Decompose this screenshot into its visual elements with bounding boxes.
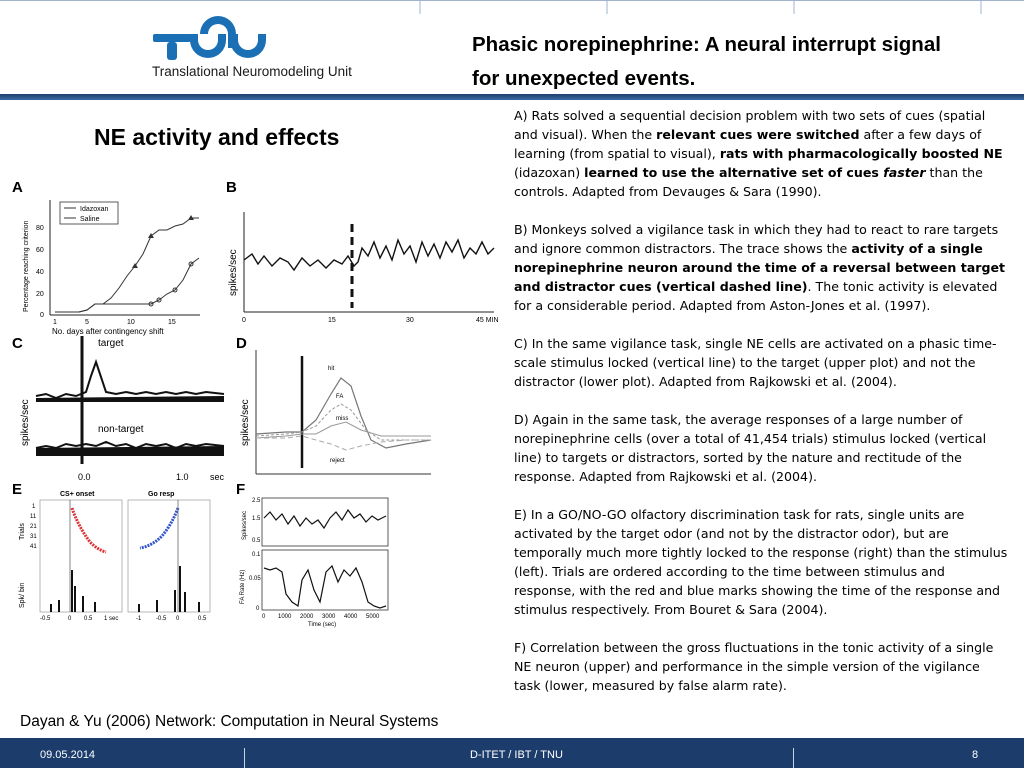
desc-b <box>514 220 1010 315</box>
footer-date: 09.05.2014 <box>40 749 96 761</box>
e-xtick-l2: 0 <box>68 616 72 622</box>
a-ytick-40: 40 <box>36 269 44 276</box>
desc-a-t1: A) Rats solved a sequential decision problem with two sets of cues (spatial and visual). When the <box>514 108 986 142</box>
a-ytick-0: 0 <box>40 312 44 319</box>
c-label-nontarget: non-target <box>98 424 144 435</box>
e-xtick-r1: -1 <box>136 616 142 622</box>
desc-a-b3: learned to use the alternative set of cues <box>584 165 884 180</box>
desc-a-t3: (idazoxan) <box>514 165 585 180</box>
desc-f: F) Correlation between the gross fluctuations in the tonic activity of a single NE neuron (upper) and performance in the simple version of the vigilance task (lower, measured by false alarm rate). <box>514 640 994 693</box>
logo-text: Translational Neuromodeling Unit <box>152 64 352 79</box>
footer-page-number: 8 <box>972 749 979 761</box>
panel-c <box>20 336 225 482</box>
d-miss-trace <box>256 422 431 438</box>
a-ytick-20: 20 <box>36 291 44 298</box>
b-trace <box>244 240 494 270</box>
f-ytick-top-2: 1.5 <box>252 516 261 522</box>
desc-a-b1: relevant cues were switched <box>656 127 860 142</box>
e-title-left: CS+ onset <box>60 491 95 498</box>
desc-c: C) In the same vigilance task, single NE cells are activated on a phasic time-scale stimulus locked (vertical line) to the target (upper plot) and not the distractor (lower plot). Adapted from Rajkowski et al. (2004). <box>514 336 997 389</box>
c-label-target: target <box>98 338 124 349</box>
panel-label-f: F <box>236 481 246 498</box>
desc-b-b1: activity of a single norepinephrine neuron around the time of a reversal between target and distractor cues (vertical dashed line) <box>514 241 1006 294</box>
series-saline <box>55 258 199 312</box>
e-trial-21: 21 <box>30 524 37 530</box>
b-ylabel: spikes/sec <box>228 249 239 296</box>
f-ytick-bot-3: 0 <box>256 606 260 612</box>
panel-e <box>19 491 210 622</box>
panel-a <box>23 200 200 336</box>
desc-b-t2: . The tonic activity is elevated for a considerable period. Adapted from Aston-Jones et al. (1997). <box>514 279 998 313</box>
e-xtick-r2: -0.5 <box>156 616 167 622</box>
f-ytick-bot-1: 0.1 <box>252 552 261 558</box>
f-ylabel-bottom: FA Rate (Hz) <box>240 569 246 604</box>
a-xtick-15: 15 <box>168 319 176 326</box>
footer-separator-1 <box>244 748 245 768</box>
e-xtick-l1: -0.5 <box>40 616 51 622</box>
a-ytick-80: 80 <box>36 225 44 232</box>
b-xtick-0: 0 <box>242 317 246 324</box>
a-ytick-60: 60 <box>36 247 44 254</box>
desc-a-bi: faster <box>883 165 926 180</box>
footer-center: D-ITET / IBT / TNU <box>470 749 563 761</box>
footer-separator-2 <box>793 748 794 768</box>
f-xtick-1000: 1000 <box>278 614 292 620</box>
e-title-right: Go resp <box>148 491 175 498</box>
d-reject-trace <box>256 436 431 450</box>
panel-label-a: A <box>12 179 23 196</box>
d-ylabel: spikes/sec <box>240 399 251 446</box>
f-xtick-3000: 3000 <box>322 614 336 620</box>
a-ylabel: Percentage reaching criterion <box>23 220 30 312</box>
e-xtick-r4: 0.5 <box>198 616 207 622</box>
a-xtick-1: 1 <box>53 319 57 326</box>
b-xtick-45: 45 MIN <box>476 317 499 324</box>
b-xtick-30: 30 <box>406 317 414 324</box>
a-xlabel: No. days after contingency shift <box>52 327 164 336</box>
f-ytick-bot-2: 0.05 <box>249 576 261 582</box>
d-label-reject: reject <box>330 458 345 464</box>
desc-a-t2: after a few days of learning (from spatial to visual), <box>514 127 982 161</box>
desc-b-t1: B) Monkeys solved a vigilance task in which they had to react to rare targets and ignore common distractors. The trace shows the <box>514 222 999 256</box>
panel-label-e: E <box>12 481 23 498</box>
a-xtick-10: 10 <box>127 319 135 326</box>
f-ytick-top-3: 0.5 <box>252 538 261 544</box>
panel-label-c: C <box>12 335 23 352</box>
e-xtick-r3: 0 <box>176 616 180 622</box>
header-rule <box>0 94 1024 100</box>
citation: Dayan & Yu (2006) Network: Computation in Neural Systems <box>20 713 439 730</box>
desc-a-b2: rats with pharmacologically boosted NE <box>719 146 1003 161</box>
desc-d: D) Again in the same task, the average responses of a large number of norepinephrine cells (over a total of 41,454 trials) stimulus locked (vertical line) to targets or distractors, sorted by the nature and rectitude of the response. Adapted from Rajkowski et al. (2004). <box>514 412 987 484</box>
desc-a-t4: than the controls. Adapted from Devauges & Sara (1990). <box>514 165 983 199</box>
e-ylabel-trials: Trials <box>19 523 26 540</box>
d-label-miss: miss <box>336 416 349 422</box>
panel-d <box>240 350 431 474</box>
c-ylabel: spikes/sec <box>20 399 31 446</box>
f-xlabel: Time (sec) <box>308 622 337 628</box>
desc-e: E) In a GO/NO-GO olfactory discrimination task for rats, single units are activated by the target odor (and not by the distractor odor), but are temporally much more tightly locked to the response (right) than the stimulus (left). Trials are ordered according to the time between stimulus and response, with the red and blue marks showing the time of the response and stimulus respectively. From Bouret & Sara (2004). <box>514 507 1008 617</box>
panel-f <box>240 498 388 628</box>
title-line-1: Phasic norepinephrine: A neural interrupt signal <box>472 33 941 56</box>
c-xtick-1: 1.0 <box>176 472 189 482</box>
legend-saline: Saline <box>80 216 100 223</box>
slide-title <box>472 28 1012 96</box>
desc-a <box>514 106 1010 201</box>
f-ytick-top-1: 2.5 <box>252 498 261 504</box>
panel-label-b: B <box>226 179 237 196</box>
figure-panels <box>8 172 500 628</box>
footer-bar <box>0 738 1024 768</box>
legend-idazoxan: Idazoxan <box>80 206 109 213</box>
f-ylabel-top: Spikes/sec <box>242 510 248 540</box>
b-xtick-15: 15 <box>328 317 336 324</box>
e-trial-11: 11 <box>30 514 37 520</box>
e-trial-1: 1 <box>32 504 36 510</box>
d-label-hit: hit <box>328 366 335 372</box>
e-xtick-l4: 1 sec <box>104 616 119 622</box>
panel-b <box>228 212 499 324</box>
description-text <box>514 106 1010 714</box>
e-trial-31: 31 <box>30 534 37 540</box>
panel-label-d: D <box>236 335 247 352</box>
f-xtick-2000: 2000 <box>300 614 314 620</box>
top-divider <box>0 0 1024 14</box>
f-xtick-4000: 4000 <box>344 614 358 620</box>
title-line-2: for unexpected events. <box>472 67 696 90</box>
d-fa-trace <box>256 404 431 440</box>
section-heading: NE activity and effects <box>94 124 340 150</box>
f-xtick-5000: 5000 <box>366 614 380 620</box>
series-idazoxan <box>55 218 199 312</box>
e-ylabel-spk: Spk/ bin <box>19 582 26 608</box>
c-xtick-sec: sec <box>210 472 225 482</box>
f-xtick-0: 0 <box>262 614 266 620</box>
e-trial-41: 41 <box>30 544 37 550</box>
c-xtick-0: 0.0 <box>78 472 91 482</box>
d-label-fa: FA <box>336 394 344 400</box>
a-xtick-5: 5 <box>85 319 89 326</box>
e-xtick-l3: 0.5 <box>84 616 93 622</box>
